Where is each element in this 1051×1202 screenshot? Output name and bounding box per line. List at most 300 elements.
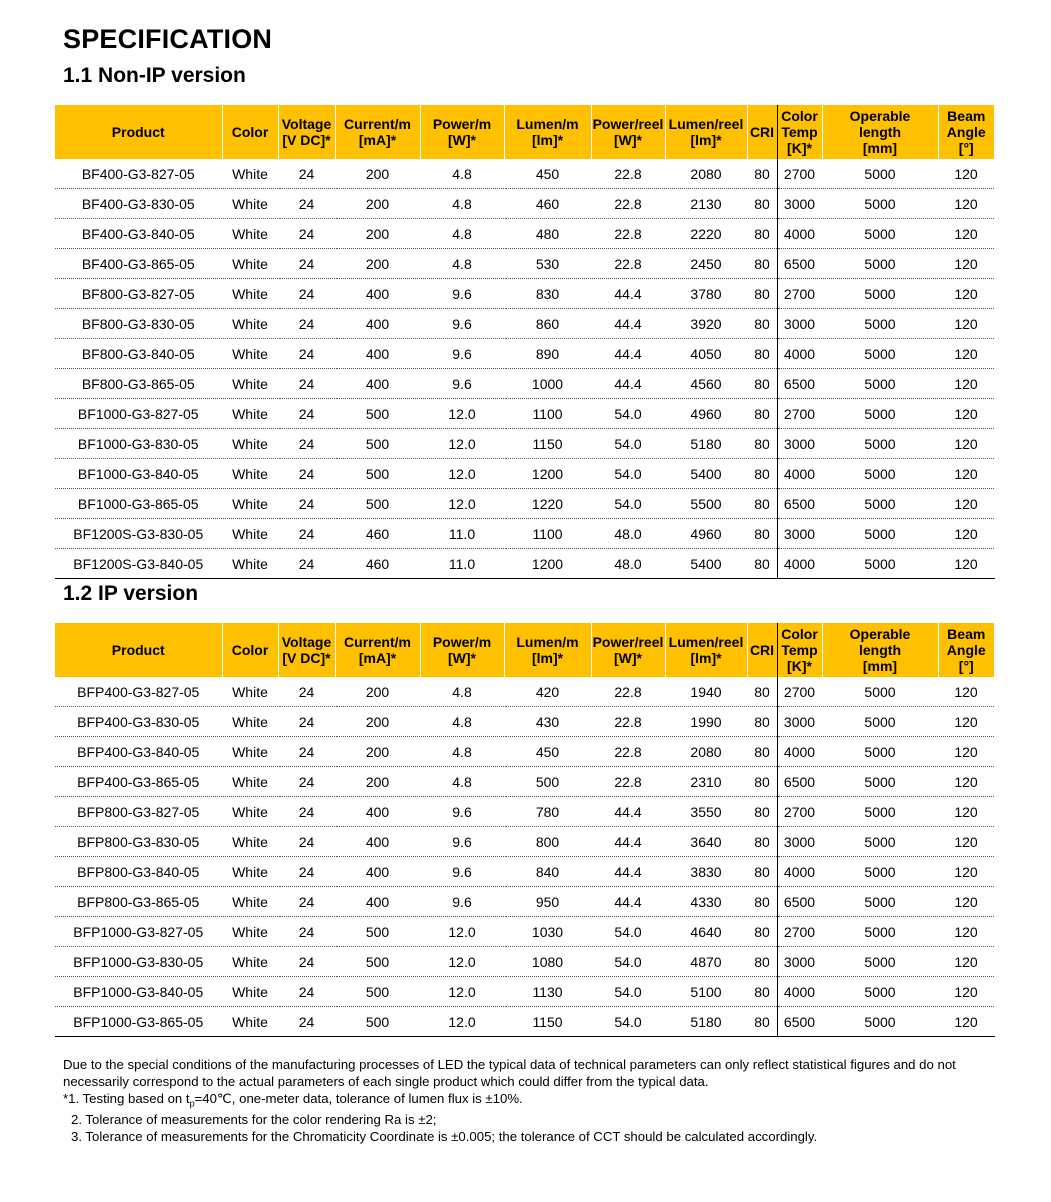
- cell-lumen-per-m: 430: [504, 707, 591, 737]
- cell-power-per-reel: 44.4: [591, 369, 665, 399]
- cell-color-temp: 3000: [777, 827, 822, 857]
- cell-color: White: [222, 369, 278, 399]
- cell-product: BF1000-G3-840-05: [55, 459, 222, 489]
- cell-power-per-reel: 54.0: [591, 399, 665, 429]
- cell-lumen-per-m: 950: [504, 887, 591, 917]
- cell-current: 200: [335, 249, 420, 279]
- column-header-lumen-per-m: Lumen/m [lm]*: [504, 623, 591, 677]
- cell-voltage: 24: [278, 549, 335, 579]
- cell-lumen-per-m: 1150: [504, 429, 591, 459]
- cell-product: BFP400-G3-827-05: [55, 677, 222, 707]
- table-row: [55, 189, 994, 219]
- cell-power-per-m: 12.0: [420, 459, 504, 489]
- cell-cri: 80: [747, 339, 777, 369]
- column-header-power-per-reel: Power/reel [W]*: [591, 623, 665, 677]
- spec-table-ip: [55, 623, 995, 1037]
- cell-operable-length: 5000: [822, 159, 938, 189]
- cell-color: White: [222, 249, 278, 279]
- cell-color-temp: 2700: [777, 797, 822, 827]
- cell-voltage: 24: [278, 369, 335, 399]
- cell-operable-length: 5000: [822, 249, 938, 279]
- footnote-3: 3. Tolerance of measurements for the Chromaticity Coordinate is ±0.005; the tolerance of CCT should be calculated accordingly.: [71, 1128, 818, 1144]
- column-header-lumen-per-m: Lumen/m [lm]*: [504, 105, 591, 159]
- cell-current: 200: [335, 707, 420, 737]
- cell-color-temp: 4000: [777, 459, 822, 489]
- cell-power-per-reel: 22.8: [591, 707, 665, 737]
- cell-color: White: [222, 827, 278, 857]
- cell-cri: 80: [747, 797, 777, 827]
- cell-lumen-per-m: 450: [504, 159, 591, 189]
- table-row: [55, 1007, 994, 1037]
- cell-cri: 80: [747, 279, 777, 309]
- section-title-ip: 1.2 IP version: [63, 582, 199, 605]
- cell-lumen-per-reel: 2080: [665, 159, 747, 189]
- table-row: [55, 977, 994, 1007]
- cell-current: 500: [335, 977, 420, 1007]
- cell-lumen-per-reel: 4330: [665, 887, 747, 917]
- cell-operable-length: 5000: [822, 369, 938, 399]
- cell-color: White: [222, 917, 278, 947]
- cell-voltage: 24: [278, 797, 335, 827]
- cell-current: 400: [335, 309, 420, 339]
- cell-voltage: 24: [278, 309, 335, 339]
- table-row: [55, 369, 994, 399]
- cell-power-per-m: 9.6: [420, 857, 504, 887]
- cell-lumen-per-reel: 5500: [665, 489, 747, 519]
- column-header-operable-length: Operable length [mm]: [822, 623, 938, 677]
- cell-color-temp: 6500: [777, 1007, 822, 1037]
- cell-lumen-per-m: 1000: [504, 369, 591, 399]
- cell-color-temp: 2700: [777, 917, 822, 947]
- cell-beam-angle: 120: [938, 459, 994, 489]
- cell-current: 400: [335, 887, 420, 917]
- table-row: [55, 339, 994, 369]
- cell-current: 200: [335, 677, 420, 707]
- cell-power-per-reel: 44.4: [591, 857, 665, 887]
- cell-color: White: [222, 887, 278, 917]
- cell-beam-angle: 120: [938, 309, 994, 339]
- cell-lumen-per-m: 860: [504, 309, 591, 339]
- column-header-lumen-per-reel: Lumen/reel [lm]*: [665, 623, 747, 677]
- cell-power-per-m: 11.0: [420, 519, 504, 549]
- cell-operable-length: 5000: [822, 947, 938, 977]
- table-body: [55, 677, 994, 1037]
- footnote-1: [63, 1091, 1003, 1112]
- cell-color-temp: 6500: [777, 489, 822, 519]
- cell-lumen-per-m: 1130: [504, 977, 591, 1007]
- cell-current: 460: [335, 519, 420, 549]
- cell-operable-length: 5000: [822, 917, 938, 947]
- column-header-power-per-reel: Power/reel [W]*: [591, 105, 665, 159]
- cell-voltage: 24: [278, 767, 335, 797]
- cell-voltage: 24: [278, 977, 335, 1007]
- column-header-color-temp: Color Temp [K]*: [777, 105, 822, 159]
- cell-current: 400: [335, 827, 420, 857]
- cell-lumen-per-reel: 5180: [665, 1007, 747, 1037]
- cell-product: BF1000-G3-865-05: [55, 489, 222, 519]
- cell-power-per-m: 9.6: [420, 887, 504, 917]
- cell-power-per-m: 9.6: [420, 369, 504, 399]
- column-header-beam-angle: Beam Angle [°]: [938, 105, 994, 159]
- table-row: [55, 737, 994, 767]
- cell-lumen-per-m: 1100: [504, 519, 591, 549]
- cell-power-per-m: 4.8: [420, 707, 504, 737]
- cell-power-per-m: 4.8: [420, 737, 504, 767]
- cell-color-temp: 4000: [777, 549, 822, 579]
- cell-color-temp: 6500: [777, 887, 822, 917]
- cell-operable-length: 5000: [822, 767, 938, 797]
- cell-lumen-per-reel: 3640: [665, 827, 747, 857]
- cell-power-per-reel: 22.8: [591, 189, 665, 219]
- cell-lumen-per-reel: 5400: [665, 549, 747, 579]
- column-header-voltage: Voltage [V DC]*: [278, 623, 335, 677]
- cell-beam-angle: 120: [938, 707, 994, 737]
- cell-power-per-m: 4.8: [420, 219, 504, 249]
- cell-current: 400: [335, 279, 420, 309]
- cell-lumen-per-m: 1080: [504, 947, 591, 977]
- table-row: [55, 249, 994, 279]
- cell-color-temp: 6500: [777, 249, 822, 279]
- cell-cri: 80: [747, 1007, 777, 1037]
- cell-cri: 80: [747, 549, 777, 579]
- cell-lumen-per-m: 890: [504, 339, 591, 369]
- section-title-non-ip: 1.1 Non-IP version: [63, 64, 246, 87]
- cell-color: White: [222, 339, 278, 369]
- table-row: [55, 459, 994, 489]
- cell-beam-angle: 120: [938, 189, 994, 219]
- cell-product: BF400-G3-830-05: [55, 189, 222, 219]
- footnote-2: 2. Tolerance of measurements for the color rendering Ra is ±2;: [71, 1112, 437, 1128]
- cell-voltage: 24: [278, 429, 335, 459]
- table-row: [55, 887, 994, 917]
- cell-power-per-reel: 54.0: [591, 459, 665, 489]
- table-row: [55, 917, 994, 947]
- cell-current: 500: [335, 947, 420, 977]
- cell-power-per-reel: 44.4: [591, 339, 665, 369]
- column-header-lumen-per-reel: Lumen/reel [lm]*: [665, 105, 747, 159]
- cell-cri: 80: [747, 159, 777, 189]
- cell-lumen-per-reel: 2310: [665, 767, 747, 797]
- spec-table-non-ip: [55, 105, 995, 579]
- cell-cri: 80: [747, 369, 777, 399]
- cell-operable-length: 5000: [822, 429, 938, 459]
- cell-current: 400: [335, 369, 420, 399]
- cell-current: 200: [335, 767, 420, 797]
- cell-product: BF1000-G3-827-05: [55, 399, 222, 429]
- table-row: [55, 489, 994, 519]
- cell-cri: 80: [747, 887, 777, 917]
- cell-power-per-reel: 44.4: [591, 279, 665, 309]
- cell-color: White: [222, 549, 278, 579]
- table-row: [55, 429, 994, 459]
- cell-color-temp: 6500: [777, 369, 822, 399]
- cell-power-per-m: 11.0: [420, 549, 504, 579]
- cell-lumen-per-reel: 1990: [665, 707, 747, 737]
- cell-product: BF800-G3-827-05: [55, 279, 222, 309]
- cell-operable-length: 5000: [822, 1007, 938, 1037]
- column-header-color: Color: [222, 623, 278, 677]
- cell-lumen-per-reel: 2080: [665, 737, 747, 767]
- cell-operable-length: 5000: [822, 827, 938, 857]
- cell-power-per-reel: 44.4: [591, 309, 665, 339]
- cell-cri: 80: [747, 917, 777, 947]
- cell-lumen-per-reel: 4640: [665, 917, 747, 947]
- cell-product: BFP1000-G3-827-05: [55, 917, 222, 947]
- column-header-product: Product: [55, 623, 222, 677]
- cell-power-per-reel: 54.0: [591, 489, 665, 519]
- cell-lumen-per-reel: 3550: [665, 797, 747, 827]
- cell-cri: 80: [747, 189, 777, 219]
- cell-lumen-per-reel: 4050: [665, 339, 747, 369]
- table-row: [55, 857, 994, 887]
- column-header-power-per-m: Power/m [W]*: [420, 623, 504, 677]
- cell-color-temp: 2700: [777, 399, 822, 429]
- cell-beam-angle: 120: [938, 159, 994, 189]
- cell-cri: 80: [747, 309, 777, 339]
- cell-operable-length: 5000: [822, 459, 938, 489]
- cell-voltage: 24: [278, 489, 335, 519]
- cell-cri: 80: [747, 827, 777, 857]
- cell-lumen-per-m: 1100: [504, 399, 591, 429]
- cell-color-temp: 4000: [777, 339, 822, 369]
- cell-beam-angle: 120: [938, 489, 994, 519]
- cell-product: BFP400-G3-830-05: [55, 707, 222, 737]
- cell-color: White: [222, 707, 278, 737]
- cell-product: BF800-G3-830-05: [55, 309, 222, 339]
- cell-product: BF1200S-G3-840-05: [55, 549, 222, 579]
- cell-product: BFP800-G3-827-05: [55, 797, 222, 827]
- cell-product: BFP400-G3-840-05: [55, 737, 222, 767]
- cell-lumen-per-reel: 3830: [665, 857, 747, 887]
- table-row: [55, 797, 994, 827]
- cell-color: White: [222, 279, 278, 309]
- cell-voltage: 24: [278, 1007, 335, 1037]
- cell-current: 200: [335, 159, 420, 189]
- cell-lumen-per-reel: 5180: [665, 429, 747, 459]
- cell-operable-length: 5000: [822, 279, 938, 309]
- cell-beam-angle: 120: [938, 977, 994, 1007]
- cell-color-temp: 2700: [777, 677, 822, 707]
- cell-power-per-reel: 44.4: [591, 887, 665, 917]
- table-row: [55, 549, 994, 579]
- cell-lumen-per-reel: 3920: [665, 309, 747, 339]
- cell-beam-angle: 120: [938, 857, 994, 887]
- cell-current: 500: [335, 399, 420, 429]
- cell-color: White: [222, 947, 278, 977]
- cell-beam-angle: 120: [938, 519, 994, 549]
- cell-lumen-per-reel: 4870: [665, 947, 747, 977]
- cell-operable-length: 5000: [822, 677, 938, 707]
- cell-power-per-reel: 22.8: [591, 249, 665, 279]
- cell-color: White: [222, 459, 278, 489]
- column-header-beam-angle: Beam Angle [°]: [938, 623, 994, 677]
- cell-product: BFP1000-G3-865-05: [55, 1007, 222, 1037]
- cell-product: BFP800-G3-840-05: [55, 857, 222, 887]
- cell-lumen-per-m: 530: [504, 249, 591, 279]
- cell-lumen-per-m: 420: [504, 677, 591, 707]
- cell-color-temp: 3000: [777, 429, 822, 459]
- cell-product: BF400-G3-827-05: [55, 159, 222, 189]
- cell-beam-angle: 120: [938, 917, 994, 947]
- cell-lumen-per-m: 460: [504, 189, 591, 219]
- cell-color: White: [222, 519, 278, 549]
- cell-beam-angle: 120: [938, 677, 994, 707]
- cell-color-temp: 2700: [777, 159, 822, 189]
- cell-current: 400: [335, 857, 420, 887]
- cell-cri: 80: [747, 767, 777, 797]
- cell-power-per-reel: 22.8: [591, 219, 665, 249]
- cell-color-temp: 4000: [777, 857, 822, 887]
- cell-product: BF1000-G3-830-05: [55, 429, 222, 459]
- cell-color: White: [222, 677, 278, 707]
- cell-power-per-reel: 54.0: [591, 977, 665, 1007]
- cell-lumen-per-reel: 2450: [665, 249, 747, 279]
- cell-color: White: [222, 399, 278, 429]
- cell-lumen-per-m: 480: [504, 219, 591, 249]
- cell-beam-angle: 120: [938, 339, 994, 369]
- cell-beam-angle: 120: [938, 279, 994, 309]
- cell-power-per-reel: 22.8: [591, 767, 665, 797]
- cell-current: 500: [335, 917, 420, 947]
- cell-product: BF400-G3-865-05: [55, 249, 222, 279]
- cell-beam-angle: 120: [938, 429, 994, 459]
- cell-power-per-reel: 48.0: [591, 519, 665, 549]
- cell-cri: 80: [747, 519, 777, 549]
- cell-lumen-per-m: 1220: [504, 489, 591, 519]
- cell-beam-angle: 120: [938, 797, 994, 827]
- cell-cri: 80: [747, 857, 777, 887]
- cell-cri: 80: [747, 947, 777, 977]
- column-header-operable-length: Operable length [mm]: [822, 105, 938, 159]
- cell-power-per-m: 9.6: [420, 797, 504, 827]
- table-row: [55, 399, 994, 429]
- cell-lumen-per-m: 1200: [504, 549, 591, 579]
- column-header-current: Current/m [mA]*: [335, 623, 420, 677]
- cell-power-per-m: 9.6: [420, 279, 504, 309]
- table-row: [55, 159, 994, 189]
- cell-operable-length: 5000: [822, 189, 938, 219]
- cell-power-per-reel: 54.0: [591, 947, 665, 977]
- cell-operable-length: 5000: [822, 797, 938, 827]
- cell-power-per-m: 12.0: [420, 947, 504, 977]
- cell-operable-length: 5000: [822, 219, 938, 249]
- cell-color-temp: 3000: [777, 189, 822, 219]
- cell-beam-angle: 120: [938, 369, 994, 399]
- cell-cri: 80: [747, 249, 777, 279]
- cell-lumen-per-reel: 2220: [665, 219, 747, 249]
- column-header-cri: CRI: [747, 105, 777, 159]
- cell-beam-angle: 120: [938, 947, 994, 977]
- cell-operable-length: 5000: [822, 707, 938, 737]
- cell-power-per-m: 9.6: [420, 339, 504, 369]
- cell-voltage: 24: [278, 707, 335, 737]
- cell-cri: 80: [747, 429, 777, 459]
- cell-current: 200: [335, 219, 420, 249]
- cell-cri: 80: [747, 399, 777, 429]
- cell-lumen-per-m: 830: [504, 279, 591, 309]
- cell-operable-length: 5000: [822, 549, 938, 579]
- cell-cri: 80: [747, 489, 777, 519]
- cell-power-per-m: 9.6: [420, 827, 504, 857]
- cell-power-per-m: 12.0: [420, 489, 504, 519]
- column-header-color: Color: [222, 105, 278, 159]
- table-row: [55, 519, 994, 549]
- table-header: [55, 623, 994, 677]
- cell-lumen-per-m: 1150: [504, 1007, 591, 1037]
- table-row: [55, 827, 994, 857]
- cell-lumen-per-m: 1200: [504, 459, 591, 489]
- table-row: [55, 947, 994, 977]
- column-header-power-per-m: Power/m [W]*: [420, 105, 504, 159]
- cell-beam-angle: 120: [938, 219, 994, 249]
- cell-voltage: 24: [278, 947, 335, 977]
- cell-power-per-m: 4.8: [420, 767, 504, 797]
- cell-product: BF800-G3-840-05: [55, 339, 222, 369]
- cell-operable-length: 5000: [822, 489, 938, 519]
- cell-cri: 80: [747, 977, 777, 1007]
- cell-lumen-per-m: 800: [504, 827, 591, 857]
- cell-lumen-per-m: 450: [504, 737, 591, 767]
- cell-color: White: [222, 219, 278, 249]
- cell-power-per-m: 4.8: [420, 189, 504, 219]
- footnote-1-subscript: p: [189, 1098, 195, 1109]
- cell-color-temp: 3000: [777, 707, 822, 737]
- cell-voltage: 24: [278, 677, 335, 707]
- cell-power-per-m: 12.0: [420, 917, 504, 947]
- cell-lumen-per-reel: 2130: [665, 189, 747, 219]
- cell-color: White: [222, 189, 278, 219]
- cell-beam-angle: 120: [938, 887, 994, 917]
- cell-operable-length: 5000: [822, 309, 938, 339]
- cell-cri: 80: [747, 737, 777, 767]
- cell-operable-length: 5000: [822, 339, 938, 369]
- cell-beam-angle: 120: [938, 1007, 994, 1037]
- footnote-1-prefix: *1. Testing based on t: [63, 1090, 190, 1106]
- cell-power-per-reel: 54.0: [591, 1007, 665, 1037]
- cell-lumen-per-reel: 4960: [665, 519, 747, 549]
- cell-voltage: 24: [278, 219, 335, 249]
- cell-color-temp: 4000: [777, 977, 822, 1007]
- cell-power-per-reel: 54.0: [591, 429, 665, 459]
- cell-operable-length: 5000: [822, 887, 938, 917]
- cell-color: White: [222, 767, 278, 797]
- cell-power-per-m: 12.0: [420, 429, 504, 459]
- cell-product: BF400-G3-840-05: [55, 219, 222, 249]
- cell-operable-length: 5000: [822, 519, 938, 549]
- table-body: [55, 159, 994, 579]
- cell-current: 500: [335, 489, 420, 519]
- cell-operable-length: 5000: [822, 399, 938, 429]
- table-row: [55, 707, 994, 737]
- table-header: [55, 105, 994, 159]
- cell-cri: 80: [747, 707, 777, 737]
- cell-lumen-per-reel: 1940: [665, 677, 747, 707]
- cell-current: 460: [335, 549, 420, 579]
- cell-product: BF800-G3-865-05: [55, 369, 222, 399]
- cell-operable-length: 5000: [822, 737, 938, 767]
- cell-product: BF1200S-G3-830-05: [55, 519, 222, 549]
- disclaimer-text: Due to the special conditions of the manufacturing processes of LED the typical data of technical parameters can only reflect statistical figures and do not necessarily correspond to the actual parameters of each single product which could differ from the typical data.: [63, 1057, 956, 1089]
- cell-lumen-per-m: 1030: [504, 917, 591, 947]
- cell-lumen-per-reel: 3780: [665, 279, 747, 309]
- cell-beam-angle: 120: [938, 549, 994, 579]
- cell-color: White: [222, 429, 278, 459]
- cell-color-temp: 4000: [777, 219, 822, 249]
- cell-beam-angle: 120: [938, 827, 994, 857]
- cell-voltage: 24: [278, 857, 335, 887]
- cell-product: BFP400-G3-865-05: [55, 767, 222, 797]
- cell-color-temp: 6500: [777, 767, 822, 797]
